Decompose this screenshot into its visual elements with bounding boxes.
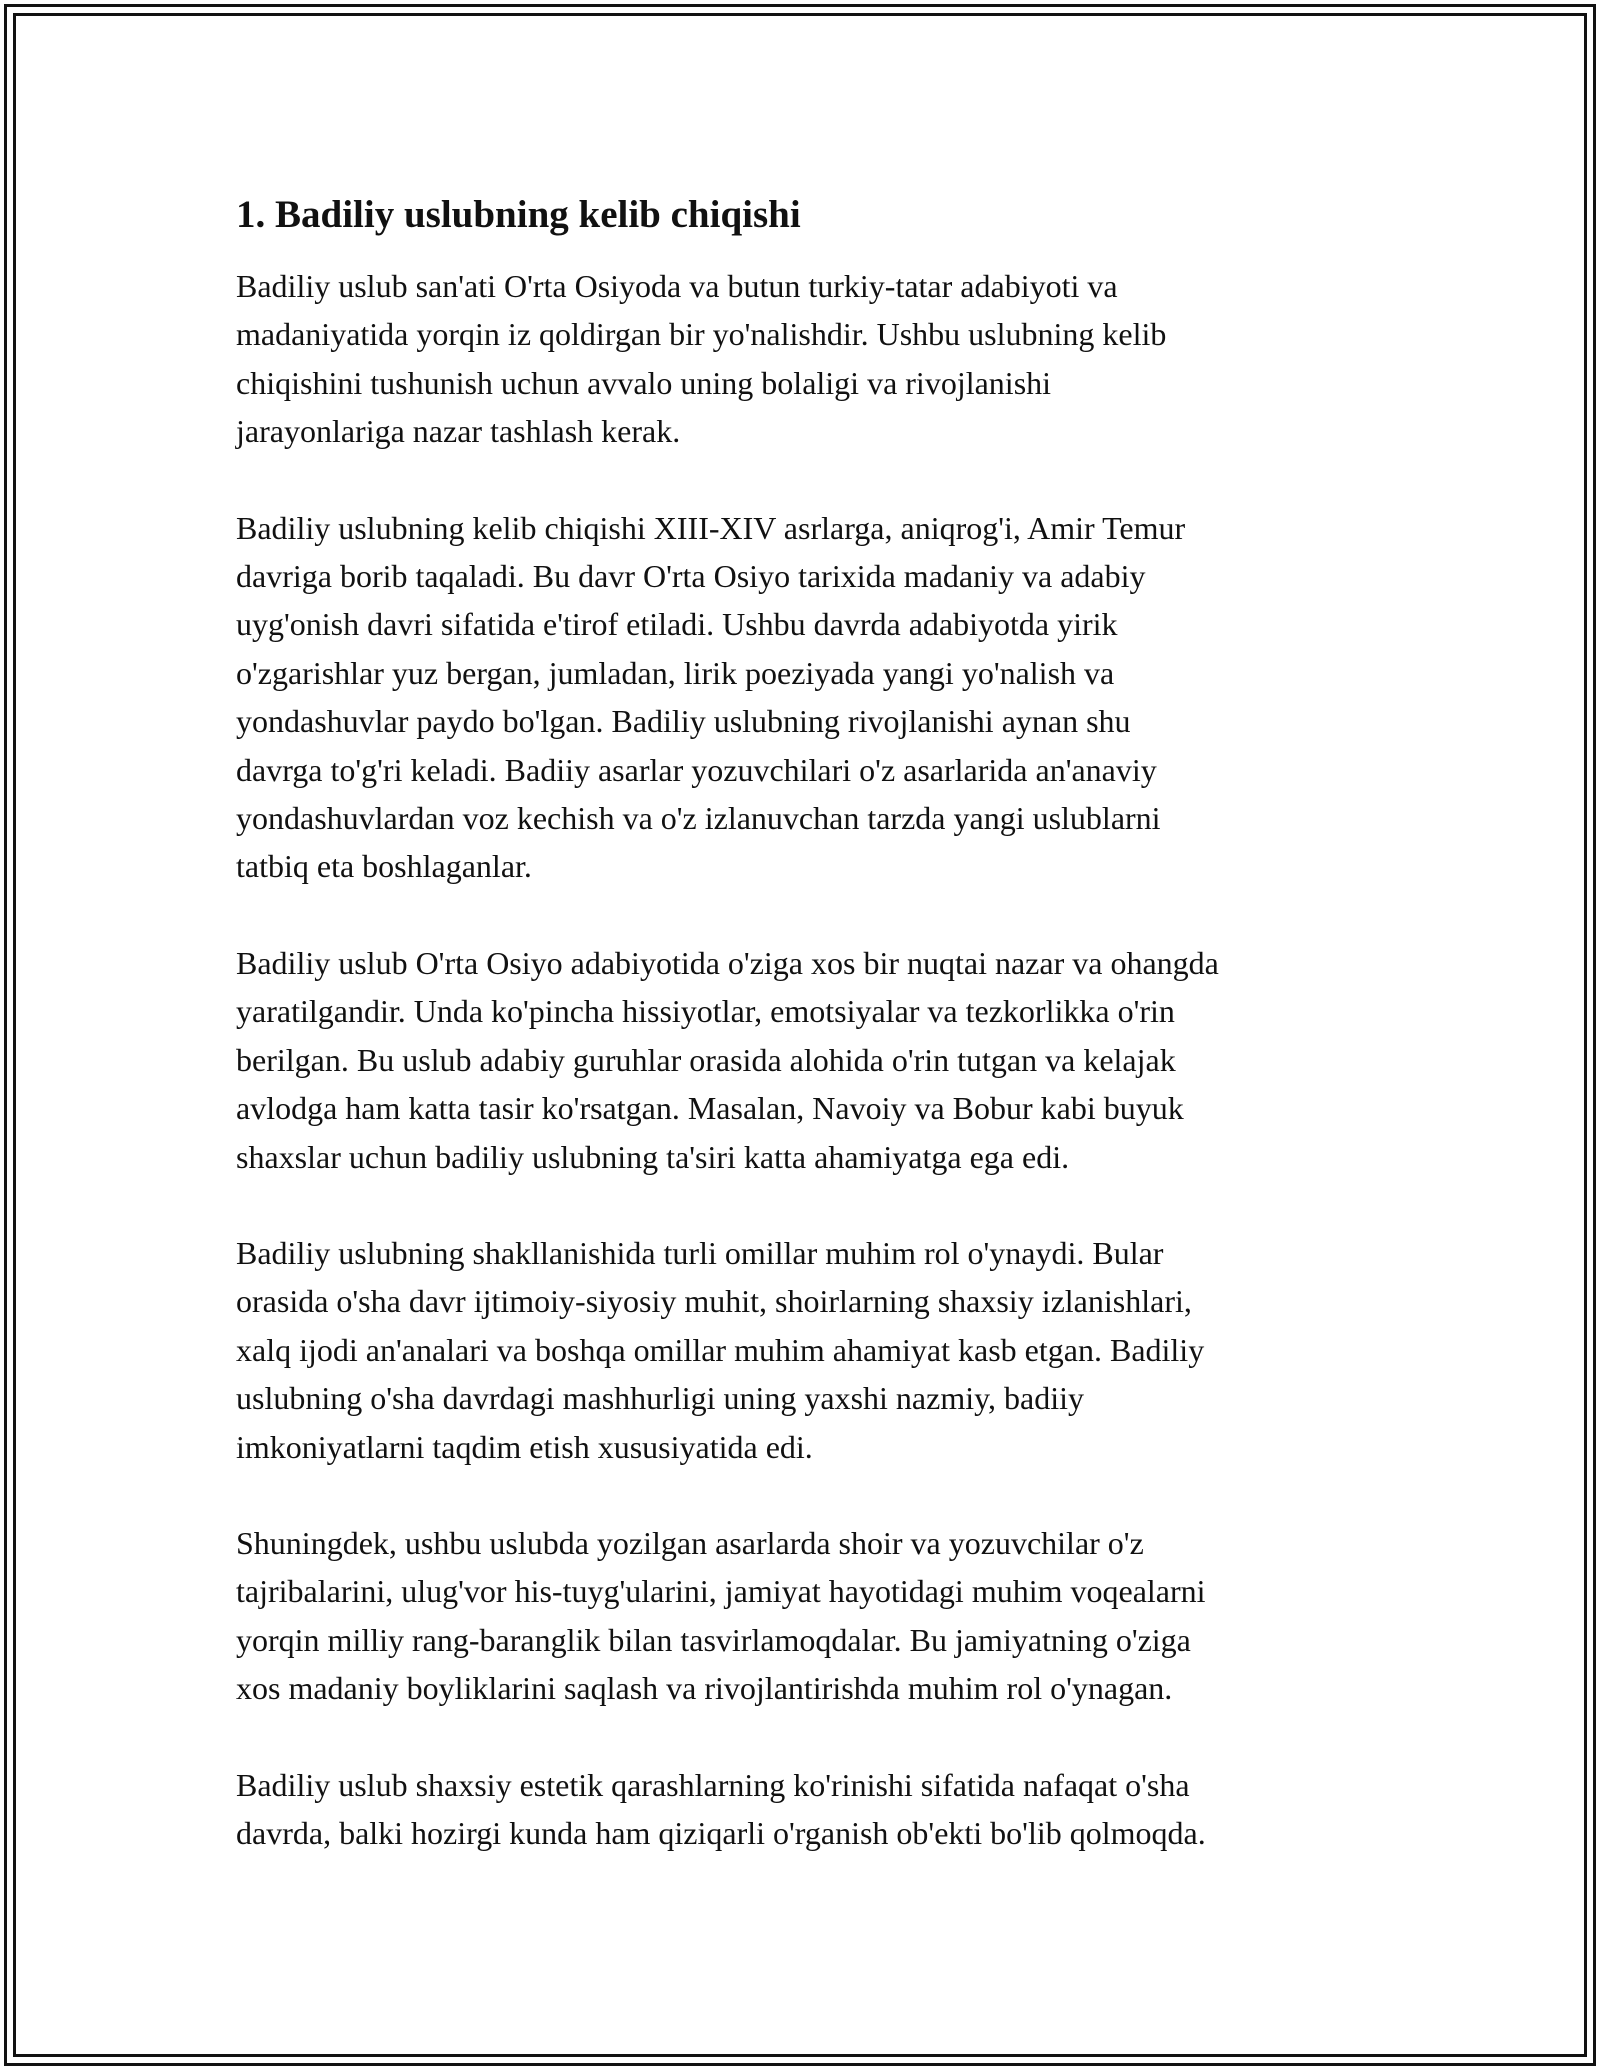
- paragraph-2: [236, 504, 1376, 891]
- paragraph-line: Badiliy uslubning kelib chiqishi XIII-XIV asrlarga, aniqrog'i, Amir Temur: [236, 509, 1186, 546]
- paragraph-line: o'zgarishlar yuz bergan, jumladan, lirik poeziyada yangi yo'nalish va: [236, 654, 1115, 691]
- paragraph-line: Shuningdek, ushbu uslubda yozilgan asarlarda shoir va yozuvchilar o'z: [236, 1524, 1144, 1561]
- document-body: [236, 262, 1376, 1857]
- document-content: [236, 192, 1376, 1905]
- paragraph-line: xalq ijodi an'analari va boshqa omillar muhim ahamiyat kasb etgan. Badiliy: [236, 1331, 1205, 1368]
- paragraph-line: imkoniyatlarni taqdim etish xususiyatida edi.: [236, 1428, 813, 1465]
- paragraph-line: xos madaniy boyliklarini saqlash va rivojlantirishda muhim rol o'ynagan.: [236, 1670, 1173, 1707]
- paragraph-line: davriga borib taqaladi. Bu davr O'rta Osiyo tarixida madaniy va adabiy: [236, 558, 1146, 595]
- paragraph-line: orasida o'sha davr ijtimoiy-siyosiy muhit, shoirlarning shaxsiy izlanishlari,: [236, 1283, 1192, 1320]
- paragraph-line: madaniyatida yorqin iz qoldirgan bir yo'nalishdir. Ushbu uslubning kelib: [236, 316, 1167, 353]
- paragraph-line: Badiliy uslub san'ati O'rta Osiyoda va butun turkiy-tatar adabiyoti va: [236, 268, 1118, 304]
- paragraph-line: tajribalarini, ulug'vor his-tuyg'ularini, jamiyat hayotidagi muhim voqealarni: [236, 1573, 1206, 1610]
- paragraph-line: yondashuvlardan voz kechish va o'z izlanuvchan tarzda yangi uslublarni: [236, 800, 1161, 837]
- paragraph-line: chiqishini tushunish uchun avvalo uning bolaligi va rivojlanishi: [236, 364, 1052, 401]
- paragraph-1: [236, 262, 1376, 456]
- paragraph-4: [236, 1229, 1376, 1471]
- paragraph-3: [236, 939, 1376, 1181]
- paragraph-line: davrga to'g'ri keladi. Badiiy asarlar yozuvchilari o'z asarlarida an'anaviy: [236, 751, 1157, 788]
- paragraph-line: shaxslar uchun badiliy uslubning ta'siri katta ahamiyatga ega edi.: [236, 1138, 1070, 1175]
- paragraph-line: uyg'onish davri sifatida e'tirof etiladi. Ushbu davrda adabiyotda yirik: [236, 606, 1118, 643]
- paragraph-line: yorqin milliy rang-baranglik bilan tasvirlamoqdalar. Bu jamiyatning o'ziga: [236, 1621, 1191, 1658]
- paragraph-line: davrda, balki hozirgi kunda ham qiziqarli o'rganish ob'ekti bo'lib qolmoqda.: [236, 1814, 1206, 1851]
- paragraph-line: Badiliy uslub O'rta Osiyo adabiyotida o'ziga xos bir nuqtai nazar va ohangda: [236, 944, 1219, 981]
- paragraph-line: berilgan. Bu uslub adabiy guruhlar orasida alohida o'rin tutgan va kelajak: [236, 1041, 1176, 1078]
- paragraph-line: jarayonlariga nazar tashlash kerak.: [236, 413, 681, 450]
- paragraph-line: yaratilgandir. Unda ko'pincha hissiyotlar, emotsiyalar va tezkorlikka o'rin: [236, 993, 1175, 1030]
- paragraph-line: tatbiq eta boshlaganlar.: [236, 848, 532, 885]
- section-heading: 1. Badiliy uslubning kelib chiqishi: [236, 193, 801, 236]
- paragraph-line: avlodga ham katta tasir ko'rsatgan. Masalan, Navoiy va Bobur kabi buyuk: [236, 1090, 1184, 1127]
- paragraph-6: [236, 1761, 1376, 1858]
- paragraph-line: Badiliy uslub shaxsiy estetik qarashlarning ko'rinishi sifatida nafaqat o'sha: [236, 1766, 1190, 1803]
- paragraph-line: yondashuvlar paydo bo'lgan. Badiliy uslubning rivojlanishi aynan shu: [236, 703, 1131, 740]
- paragraph-line: uslubning o'sha davrdagi mashhurligi uning yaxshi nazmiy, badiiy: [236, 1380, 1085, 1417]
- paragraph-line: Badiliy uslubning shakllanishida turli omillar muhim rol o'ynaydi. Bular: [236, 1234, 1164, 1271]
- paragraph-5: [236, 1519, 1376, 1713]
